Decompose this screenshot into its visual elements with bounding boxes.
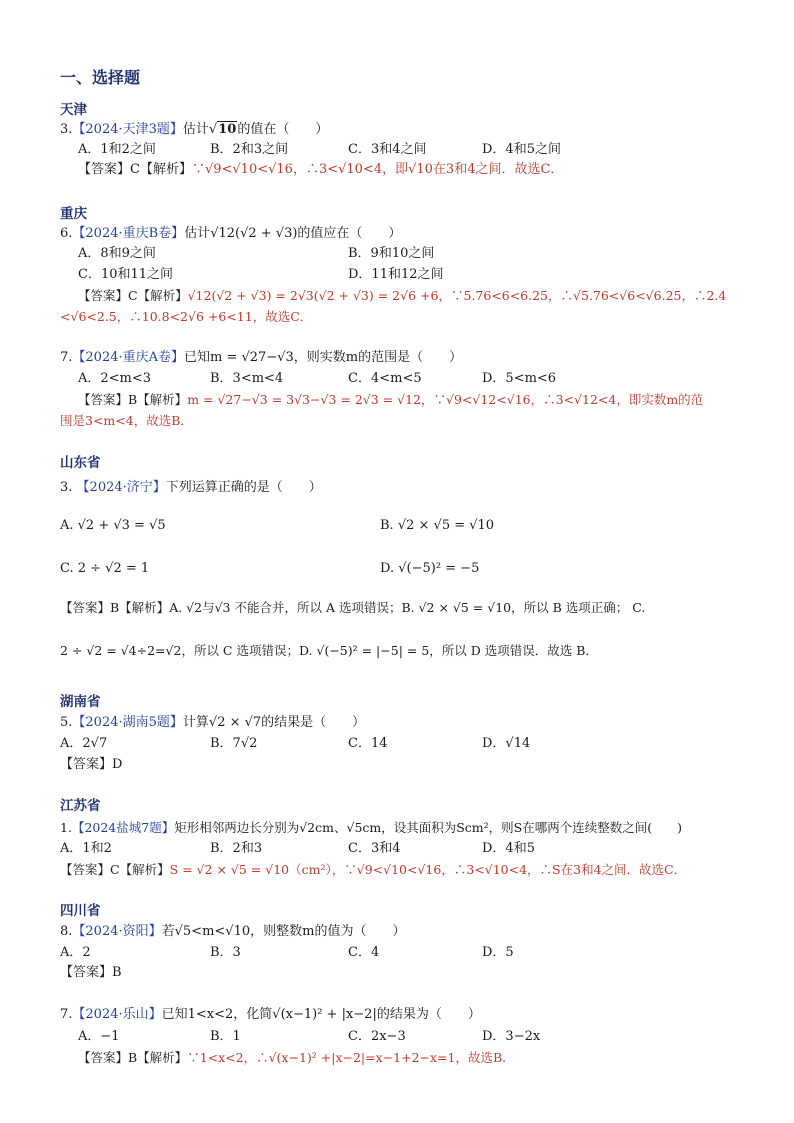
question-number: 6. (60, 226, 73, 241)
question-stem: 矩形相邻两边长分别为√2cm、√5cm，设其面积为Scm²，则S在哪两个连续整数之间( ) (174, 820, 682, 835)
question-number: 5. (60, 715, 73, 730)
option-c: C．4<m<5 (348, 371, 422, 386)
province-heading-chongqing: 重庆 (60, 206, 87, 222)
option-d: D．5<m<6 (482, 371, 557, 386)
question-stem: 下列运算正确的是（ ） (165, 480, 322, 495)
option-a: A．1和2之间 (78, 142, 156, 157)
option-a: A．1和2 (60, 841, 112, 856)
option-a: A．8和9之间 (78, 246, 156, 261)
answer-line (78, 288, 726, 304)
answer-label: 【答案】B【解析】 (78, 1050, 188, 1065)
answer-line (60, 862, 686, 878)
question-tianjin-3 (60, 122, 328, 138)
option-a: A. √2 + √3 = √5 (60, 518, 166, 533)
option-b: B．1 (210, 1029, 241, 1044)
option-d: D．11和12之间 (348, 267, 444, 282)
question-source-tag: 【2024·乐山】 (72, 1007, 162, 1022)
solution-text-cont: 2 ÷ √2 = √4÷2=√2，所以 C 选项错误；D. √(−5)² = |−5| = 5，所以 D 选项错误．故选 B． (60, 643, 598, 658)
province-heading-hunan: 湖南省 (60, 694, 101, 710)
option-b: B．2和3之间 (210, 142, 289, 157)
question-number: 7. (60, 1007, 73, 1022)
question-stem: 若√5<m<√10，则整数m的值为（ ） (161, 924, 406, 939)
solution-text: ∵√9<√10<√16，∴3<√10<4，即√10在3和4之间．故选C． (191, 162, 564, 177)
option-c: C．2x−3 (348, 1029, 406, 1044)
question-hunan-5 (60, 715, 365, 731)
solution-text: A. √2与√3 不能合并，所以 A 选项错误；B. √2 × √5 = √10，所以 B 选项正确； C. (169, 600, 646, 615)
answer-line: 【答案】D (60, 757, 123, 772)
question-source-tag: 【2024·济宁】 (76, 480, 166, 495)
solution-text-cont: 围是3<m<4，故选B． (60, 413, 193, 428)
option-d: D. √(−5)² = −5 (380, 561, 480, 576)
question-stem: 已知m = √27−√3，则实数m的范围是（ ） (184, 350, 463, 365)
question-chongqing-b-6 (60, 226, 401, 242)
option-c: C．10和11之间 (78, 267, 174, 282)
radical: √ 10 (209, 122, 237, 138)
question-ziyang-8 (60, 924, 405, 940)
option-c: C．3和4 (348, 841, 401, 856)
option-a: A．2 (60, 945, 91, 960)
question-jining-3 (60, 480, 322, 496)
answer-line (78, 162, 563, 178)
option-b: B．9和10之间 (348, 246, 435, 261)
question-chongqing-a-7 (60, 350, 462, 366)
province-heading-tianjin: 天津 (60, 102, 87, 118)
answer-label: 【答案】C【解析】 (60, 862, 170, 877)
option-c: C．4 (348, 945, 380, 960)
option-a: A．−1 (78, 1029, 120, 1044)
answer-line: 【答案】B (60, 965, 122, 980)
solution-text-cont: <√6<2.5，∴10.8<2√6 +6<11，故选C． (60, 309, 313, 324)
question-number: 8. (60, 924, 73, 939)
question-source-tag: 【2024·湖南5题】 (72, 715, 183, 730)
solution-text: m = √27−√3 = 3√3−√3 = 2√3 = √12，∵√9<√12<√16，∴3<√12<4，即实数m的范 (187, 392, 704, 407)
question-number: 3. (60, 480, 73, 495)
option-a: A．2√7 (60, 736, 108, 751)
answer-line (78, 392, 703, 408)
option-c: C．14 (348, 736, 388, 751)
question-source-tag: 【2024·重庆A卷】 (72, 350, 185, 365)
province-heading-shandong: 山东省 (60, 455, 101, 471)
question-source-tag: 【2024盐城7题】 (71, 820, 175, 835)
question-number: 7. (60, 350, 73, 365)
answer-label: 【答案】C【解析】 (78, 288, 188, 303)
option-b: B．7√2 (210, 736, 258, 751)
answer-label: 【答案】B【解析】 (78, 392, 188, 407)
option-d: D．4和5之间 (482, 142, 561, 157)
question-yancheng-7 (60, 820, 682, 836)
question-leshan-7 (60, 1007, 481, 1023)
province-heading-jiangsu: 江苏省 (60, 798, 101, 814)
section-title: 一、选择题 (60, 68, 141, 87)
solution-text: ∵1<x<2，∴√(x−1)² +|x−2|=x−1+2−x=1，故选B. (187, 1050, 507, 1065)
option-d: D．4和5 (482, 841, 535, 856)
question-stem: 已知1<x<2，化简√(x−1)² + |x−2|的结果为（ ） (161, 1007, 481, 1022)
option-d: D．5 (482, 945, 514, 960)
question-number: 1. (60, 820, 72, 835)
solution-text: √12(√2 + √3) = 2√3(√2 + √3) = 2√6 +6，∵5.76<6<6.25，∴√5.76<√6<√6.25，∴2.4 (187, 288, 727, 303)
question-stem-a: 估计 (182, 122, 209, 137)
question-number: 3. (60, 122, 73, 137)
option-d: D．√14 (482, 736, 531, 751)
question-source-tag: 【2024·重庆B卷】 (72, 226, 185, 241)
option-b: B．2和3 (210, 841, 263, 856)
option-c: C. 2 ÷ √2 = 1 (60, 561, 150, 576)
option-a: A．2<m<3 (78, 371, 152, 386)
answer-label: 【答案】C【解析】 (78, 162, 192, 177)
question-source-tag: 【2024·天津3题】 (72, 122, 183, 137)
option-b: B．3<m<4 (210, 371, 284, 386)
option-b: B．3 (210, 945, 241, 960)
question-stem: 估计√12(√2 + √3)的值应在（ ） (184, 226, 402, 241)
solution-text: S = √2 × √5 = √10（cm²），∵√9<√10<√16，∴3<√10<4，∴S在3和4之间．故选C． (169, 862, 687, 877)
option-c: C．3和4之间 (348, 142, 427, 157)
question-source-tag: 【2024·资阳】 (72, 924, 162, 939)
question-stem: 计算√2 × √7的结果是（ ） (182, 715, 366, 730)
option-b: B. √2 × √5 = √10 (380, 518, 495, 533)
option-d: D．3−2x (482, 1029, 541, 1044)
answer-label: 【答案】B【解析】 (60, 600, 170, 615)
province-heading-sichuan: 四川省 (60, 903, 101, 919)
question-stem-b: 的值在（ ） (237, 122, 329, 137)
answer-line (60, 600, 645, 616)
answer-line (78, 1050, 506, 1066)
